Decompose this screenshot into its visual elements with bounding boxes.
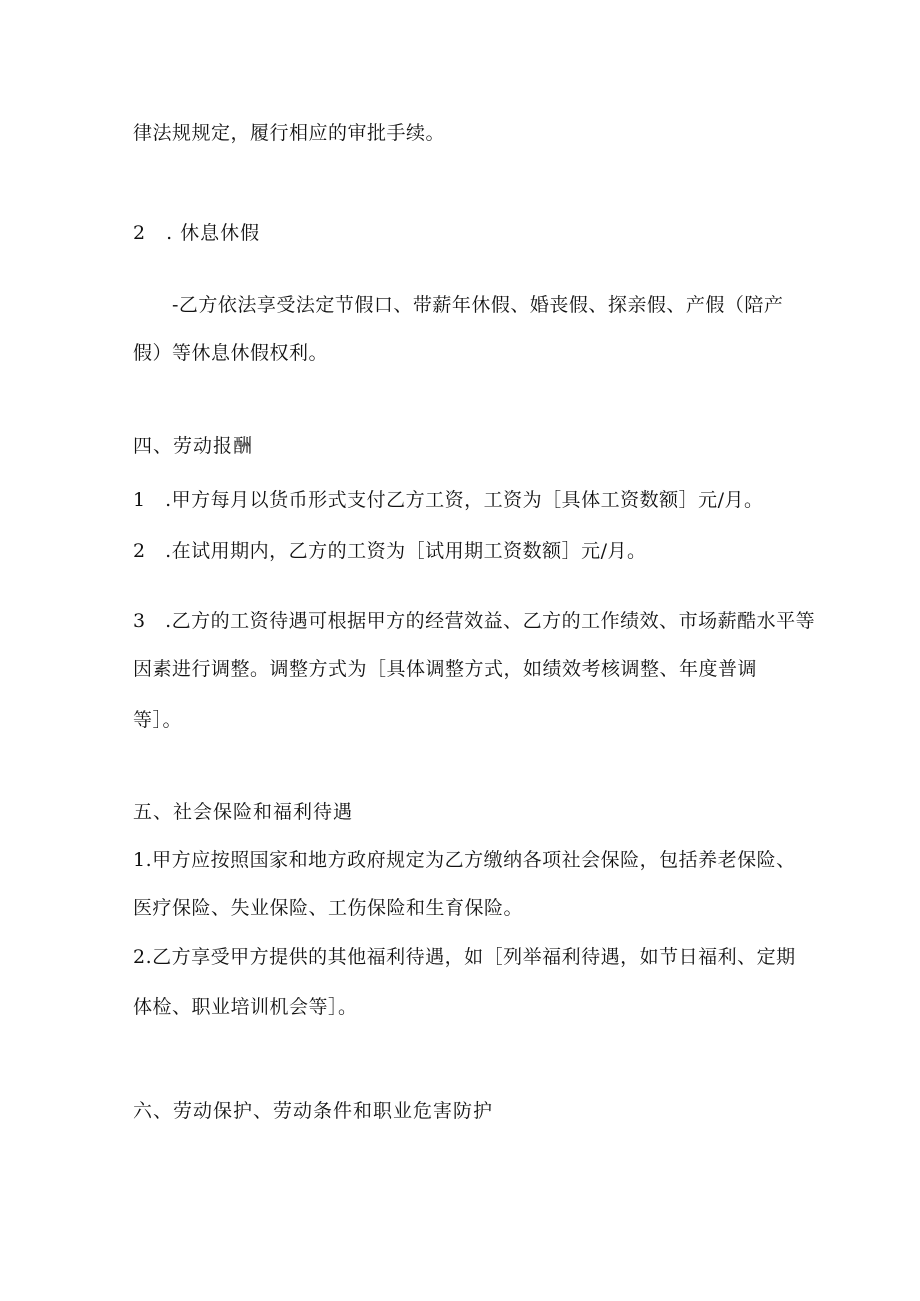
section-heading-insurance: 五、社会保险和福利待遇 (133, 801, 354, 823)
clause-insurance-line1: 1.甲方应按照国家和地方政府规定为乙方缴纳各项社会保险，包括养老保险、 (133, 849, 796, 871)
paragraph-leave-line1: -乙方依法享受法定节假口、带薪年休假、婚丧假、探亲假、产假（陪产 (172, 294, 784, 316)
subheading-rest-leave: 2 . 休息休假 (133, 222, 261, 244)
section-heading-remuneration: 四、劳动报酬 (133, 435, 254, 457)
clause-probation-salary: 2 .在试用期内，乙方的工资为［试用期工资数额］元/月。 (133, 540, 647, 562)
clause-adjustment-line3: 等］。 (133, 709, 183, 731)
clause-salary: 1 .甲方每月以货币形式支付乙方工资，工资为［具体工资数额］元/月。 (133, 489, 764, 511)
clause-adjustment-line1: 3 .乙方的工资待遇可根据甲方的经营效益、乙方的工作绩效、市场薪酷水平等 (133, 610, 816, 632)
clause-insurance-line2: 医疗保险、失业保险、工伤保险和生育保险。 (133, 897, 524, 919)
paragraph-leave-line2: 假）等休息休假权利。 (133, 342, 329, 364)
clause-benefits-line2: 体检、职业培训机会等］。 (133, 996, 358, 1018)
paragraph-continuation: 律法规规定，履行相应的审批手续。 (133, 122, 446, 144)
clause-benefits-line1: 2.乙方享受甲方提供的其他福利待遇，如［列举福利待遇，如节日福利、定期 (133, 946, 796, 968)
clause-adjustment-line2: 因素进行调整。调整方式为［具体调整方式，如绩效考核调整、年度普调 (133, 658, 758, 680)
section-heading-protection: 六、劳动保护、劳动条件和职业危害防护 (133, 1100, 494, 1122)
